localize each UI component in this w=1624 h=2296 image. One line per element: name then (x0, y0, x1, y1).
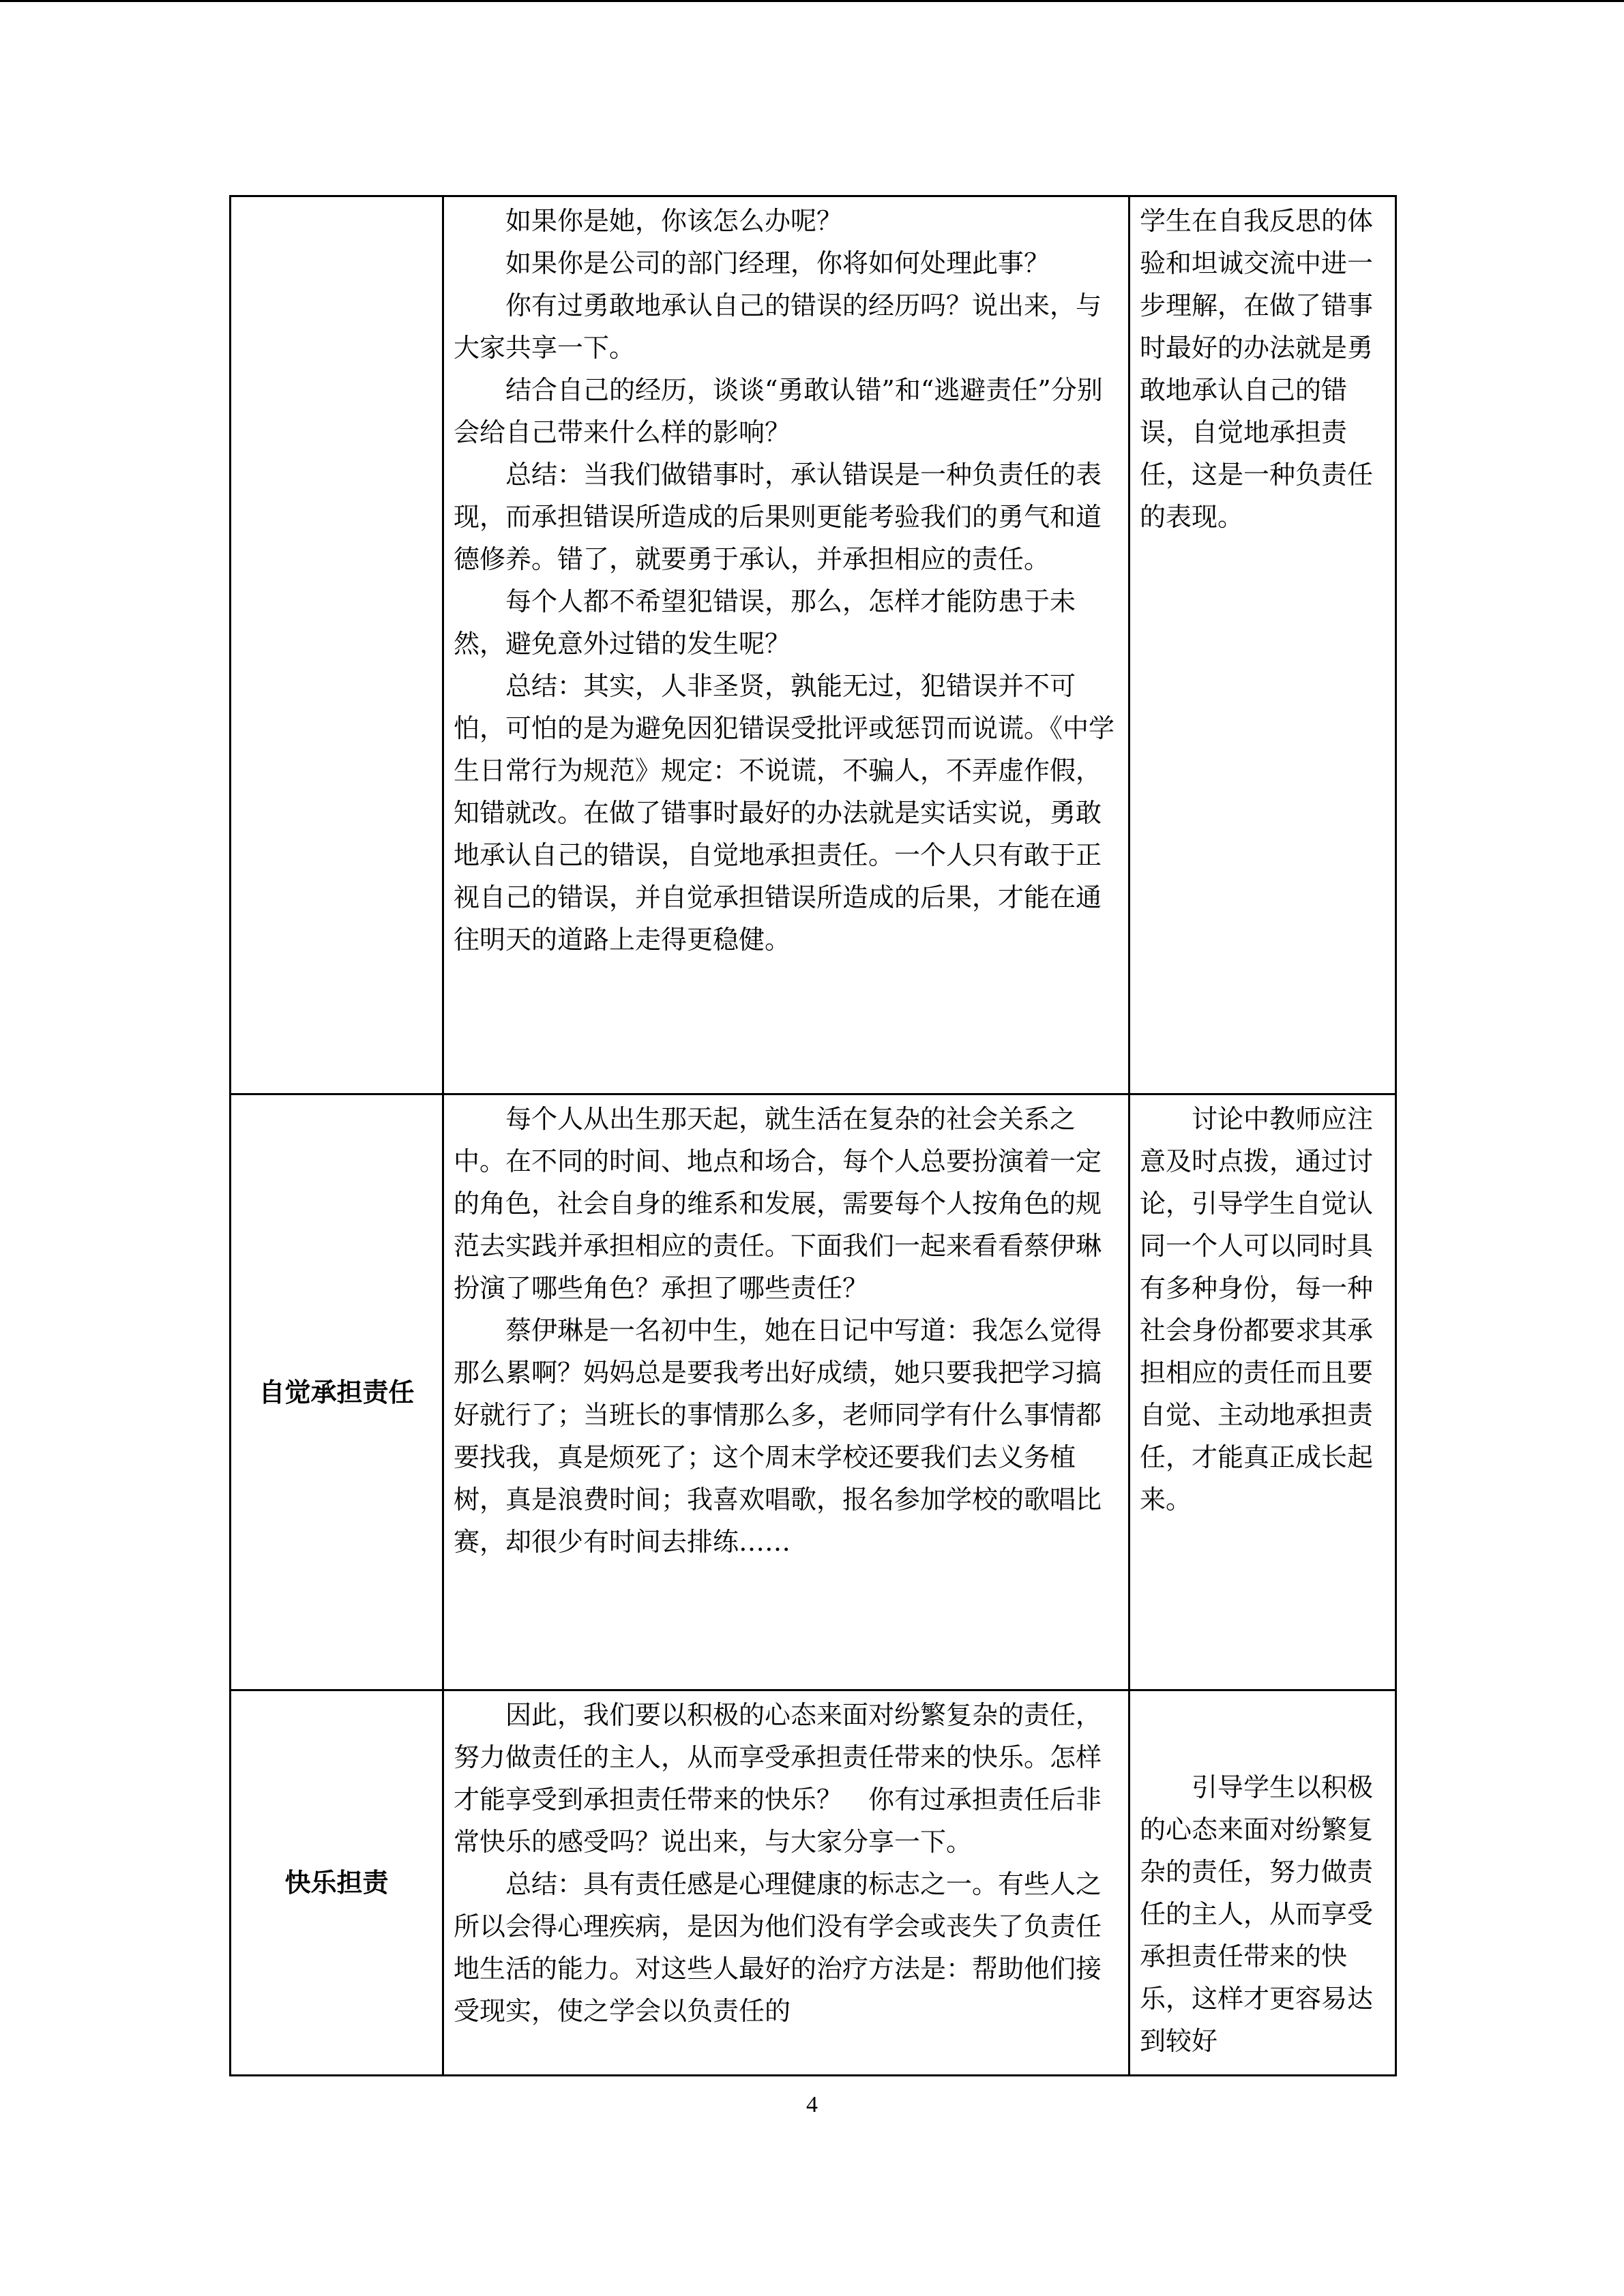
design-intent-cell (1130, 196, 1396, 1094)
design-intent-text: 讨论中教师应注意及时点拨，通过讨论，引导学生自觉认同一个人可以同时具有多种身份，每一种社会身份都要求其承担相应的责任而且要自觉、主动地承担责任，才能真正成长起来。 (1140, 1104, 1374, 1515)
lesson-paragraph: 如果你是公司的部门经理，你将如何处理此事？ (505, 248, 1050, 278)
lesson-paragraph: 每个人都不希望犯错误，那么，怎样才能防患于未然，避免意外过错的发生呢？ (454, 586, 1076, 659)
lesson-paragraph: 结合自己的经历，谈谈“勇敢认错”和“逃避责任”分别会给自己带来什么样的影响？ (454, 375, 1103, 447)
row-label: 快乐担责 (231, 1690, 443, 2076)
design-intent-cell (1130, 1690, 1396, 2076)
lesson-plan-table (229, 195, 1397, 2076)
lesson-paragraph: 蔡伊琳是一名初中生，她在日记中写道：我怎么觉得那么累啊？妈妈总是要我考出好成绩，她只要我把学习搞好就行了；当班长的事情那么多，老师同学有什么事情都要找我，真是烦死了；这个周末学校还要我们去义务植树，真是浪费时间；我喜欢唱歌，报名参加学校的歌唱比赛，却很少有时间去排练…… (454, 1315, 1102, 1557)
lesson-paragraph: 总结：具有责任感是心理健康的标志之一。有些人之所以会得心理疾病，是因为他们没有学会或丧失了负责任地生活的能力。对这些人最好的治疗方法是：帮助他们接受现实，使之学会以负责任的 (454, 1869, 1102, 2026)
lesson-paragraph: 总结：当我们做错事时，承认错误是一种负责任的表现，而承担错误所造成的后果则更能考验我们的勇气和道德修养。错了，就要勇于承认，并承担相应的责任。 (454, 460, 1102, 574)
top-border-rule (0, 0, 1624, 2)
lesson-paragraph: 总结：其实，人非圣贤，孰能无过，犯错误并不可怕，可怕的是为避免因犯错误受批评或惩罚而说谎。《中学生日常行为规范》规定：不说谎，不骗人，不弄虚作假，知错就改。在做了错事时最好的办法就是实话实说，勇敢地承认自己的错误，自觉地承担责任。一个人只有敢于正视自己的错误，并自觉承担错误所造成的后果，才能在通往明天的道路上走得更稳健。 (454, 671, 1115, 955)
page-number: 4 (806, 2092, 818, 2117)
lesson-content-cell (443, 1094, 1130, 1690)
lesson-content-cell (443, 1690, 1130, 2076)
lesson-paragraph: 如果你是她，你该怎么办呢？ (505, 206, 843, 236)
row-label: 自觉承担责任 (231, 1094, 443, 1690)
table-row (231, 1690, 1396, 2076)
lesson-paragraph: 你有过勇敢地承认自己的错误的经历吗？说出来，与大家共享一下。 (454, 290, 1102, 363)
row-label (231, 196, 443, 1094)
lesson-paragraph: 每个人从出生那天起，就生活在复杂的社会关系之中。在不同的时间、地点和场合，每个人总要扮演着一定的角色，社会自身的维系和发展，需要每个人按角色的规范去实践并承担相应的责任。下面我们一起来看看蔡伊琳扮演了哪些角色？承担了哪些责任？ (454, 1104, 1102, 1303)
design-intent-cell (1130, 1094, 1396, 1690)
design-intent-text: 引导学生以积极的心态来面对纷繁复杂的责任，努力做责任的主人，从而享受承担责任带来的快乐，这样才更容易达到较好 (1140, 1772, 1374, 2056)
design-intent-text: 学生在自我反思的体验和坦诚交流中进一步理解，在做了错事时最好的办法就是勇敢地承认自己的错误，自觉地承担责任，这是一种负责任的表现。 (1140, 206, 1374, 532)
table-row (231, 1094, 1396, 1690)
lesson-paragraph: 因此，我们要以积极的心态来面对纷繁复杂的责任，努力做责任的主人，从而享受承担责任带来的快乐。怎样才能享受到承担责任带来的快乐？ 你有过承担责任后非常快乐的感受吗？说出来，与大家分享一下。 (454, 1700, 1102, 1857)
lesson-content-cell (443, 196, 1130, 1094)
table-row (231, 196, 1396, 1094)
